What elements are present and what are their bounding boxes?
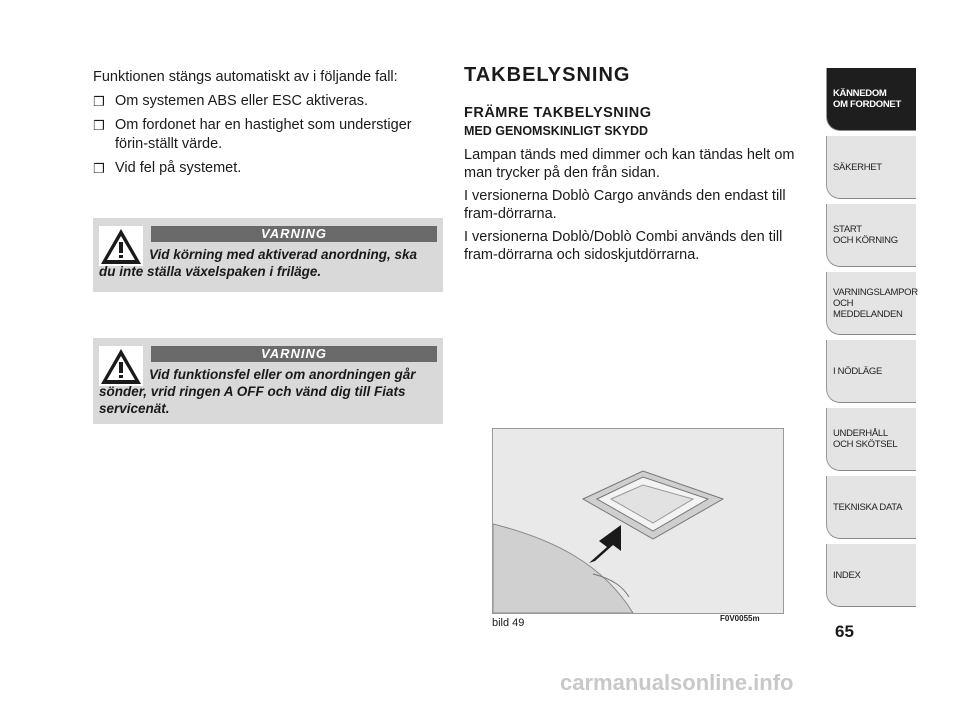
tab-nodlage[interactable] [826, 340, 916, 403]
checkbox-bullet-icon: ❒ [93, 118, 105, 133]
section-title: TAKBELYSNING [464, 64, 631, 86]
figure-caption: bild 49 [492, 617, 525, 629]
checkbox-bullet-icon: ❒ [93, 161, 105, 176]
tab-label: INDEX [833, 569, 861, 581]
section-subtitle: FRÄMRE TAKBELYSNING [464, 105, 652, 121]
tab-varningslampor[interactable] [826, 272, 916, 335]
tab-label: TEKNISKA DATA [833, 501, 903, 513]
tab-label: KÄNNEDOM OM FORDONET [833, 88, 901, 110]
right-column [464, 66, 814, 269]
list-item-text: Om systemen ABS eller ESC aktiveras. [115, 93, 369, 109]
warning-title: VARNING [151, 226, 437, 242]
section-subtitle-2: MED GENOMSKINLIGT SKYDD [464, 124, 649, 138]
paragraph: I versionerna Doblò Cargo används den endast till fram-dörrarna. [464, 188, 786, 222]
list-item-text: Om fordonet har en hastighet som understiger förin-ställt värde. [115, 117, 412, 152]
tab-label: VARNINGSLAMPOR OCH MEDDELANDEN [833, 286, 918, 320]
tab-label: UNDERHÅLL OCH SKÖTSEL [833, 428, 898, 450]
ceiling-lamp-illustration [493, 429, 783, 613]
tab-tekniska-data[interactable] [826, 476, 916, 539]
list-item [93, 159, 443, 178]
tab-label: SÄKERHET [833, 161, 882, 173]
tab-index[interactable] [826, 544, 916, 607]
warning-box-2 [93, 338, 443, 424]
figure-ceiling-lamp [492, 428, 784, 614]
list-item [93, 92, 443, 111]
tab-label: START OCH KÖRNING [833, 224, 898, 246]
warning-title: VARNING [151, 346, 437, 362]
tab-underhall[interactable] [826, 408, 916, 471]
warning-box-1 [93, 218, 443, 292]
intro-text: Funktionen stängs automatiskt av i följande fall: [93, 69, 398, 85]
tab-kannedom[interactable] [826, 68, 916, 131]
warning-text: Vid körning med aktiverad anordning, ska du inte ställa växelspaken i friläge. [99, 247, 418, 279]
paragraph: I versionerna Doblò/Doblò Combi används den till fram-dörrarna och sidoskjutdörrarna. [464, 229, 783, 263]
paragraph: Lampan tänds med dimmer och kan tändas helt om man trycker på den från sidan. [464, 147, 795, 181]
chapter-tabs [826, 68, 916, 612]
left-column [93, 68, 443, 183]
list-item [93, 116, 443, 154]
footer-watermark: carmanualsonline.info [560, 670, 794, 695]
page-number: 65 [835, 622, 854, 641]
tab-start[interactable] [826, 204, 916, 267]
checkbox-bullet-icon: ❒ [93, 94, 105, 109]
tab-label: I NÖDLÄGE [833, 365, 883, 377]
figure-code: F0V0055m [720, 614, 760, 623]
list-item-text: Vid fel på systemet. [115, 160, 242, 176]
tab-sakerhet[interactable] [826, 136, 916, 199]
warning-text: Vid funktionsfel eller om anordningen går sönder, vrid ringen A OFF och vänd dig till Fiats servicenät. [99, 367, 416, 416]
